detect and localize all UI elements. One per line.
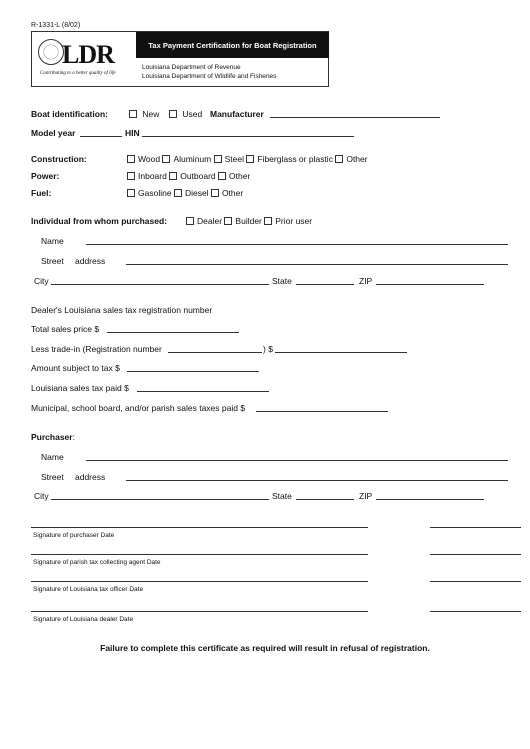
steel-label: Steel — [224, 154, 244, 164]
dealer-date-line[interactable] — [430, 611, 521, 612]
outboard-label: Outboard — [180, 171, 216, 181]
seller-name-label: Name — [41, 236, 64, 246]
model-year-field[interactable] — [80, 136, 122, 137]
dealer-registration-label: Dealer's Louisiana sales tax registration number — [31, 305, 213, 315]
form-number: R-1331-L (8/02) — [31, 22, 81, 29]
tax-paid-field[interactable] — [137, 391, 269, 392]
purchaser-name-field[interactable] — [86, 460, 508, 461]
hin-label: HIN — [125, 128, 140, 138]
fuel-other-label: Other — [221, 188, 244, 198]
construction-label: Construction: — [31, 154, 87, 164]
dealer-signature-caption: Signature of Louisiana dealer Date — [33, 616, 134, 623]
steel-checkbox[interactable] — [214, 155, 222, 163]
used-checkbox[interactable] — [169, 110, 177, 118]
purchaser-signature-caption: Signature of purchaser Date — [33, 532, 115, 539]
header — [31, 31, 329, 87]
gasoline-checkbox[interactable] — [127, 189, 135, 197]
purchaser-city-label: City — [34, 491, 49, 501]
wood-label: Wood — [138, 154, 161, 164]
state-seal-icon — [38, 39, 64, 65]
logo-text: LDR — [62, 40, 114, 69]
aluminum-label: Aluminum — [173, 154, 212, 164]
agent-date-line[interactable] — [430, 554, 521, 555]
diesel-checkbox[interactable] — [174, 189, 182, 197]
seller-address-field[interactable] — [126, 264, 508, 265]
inboard-label: Inboard — [138, 171, 167, 181]
agent-signature-line[interactable] — [31, 554, 368, 555]
fuel-other-checkbox[interactable] — [211, 189, 219, 197]
purchaser-state-field[interactable] — [296, 499, 354, 500]
builder-checkbox[interactable] — [224, 217, 232, 225]
power-options — [127, 171, 250, 181]
purchaser-date-line[interactable] — [430, 527, 521, 528]
seller-state-field[interactable] — [296, 284, 354, 285]
officer-date-line[interactable] — [430, 581, 521, 582]
trade-in-dollar: ) $ — [263, 344, 273, 354]
prior-user-label: Prior user — [275, 216, 313, 226]
seller-label: Individual from whom purchased: — [31, 216, 168, 226]
new-checkbox[interactable] — [129, 110, 137, 118]
seller-zip-label: ZIP — [359, 276, 373, 286]
seller-city-field[interactable] — [51, 284, 269, 285]
prior-user-checkbox[interactable] — [264, 217, 272, 225]
model-year-label: Model year — [31, 128, 76, 138]
power-label: Power: — [31, 171, 60, 181]
seller-zip-field[interactable] — [376, 284, 484, 285]
trade-in-label: Less trade-in (Registration number — [31, 344, 162, 354]
seller-address-label: address — [75, 256, 106, 266]
total-price-field[interactable] — [107, 332, 239, 333]
municipal-tax-label: Municipal, school board, and/or parish sales taxes paid $ — [31, 403, 246, 413]
fuel-label: Fuel: — [31, 188, 52, 198]
seller-options — [186, 216, 312, 226]
construction-other-label: Other — [346, 154, 368, 164]
gasoline-label: Gasoline — [138, 188, 172, 198]
dealer-label: Dealer — [197, 216, 223, 226]
construction-options — [127, 154, 368, 164]
form-title: Tax Payment Certification for Boat Registration — [136, 32, 329, 58]
officer-signature-caption: Signature of Louisiana tax officer Date — [33, 586, 144, 593]
purchaser-zip-label: ZIP — [359, 491, 373, 501]
power-other-checkbox[interactable] — [218, 172, 226, 180]
new-label: New — [142, 109, 160, 119]
purchaser-heading: Purchaser: — [31, 432, 75, 442]
agent-signature-caption: Signature of parish tax collecting agent Date — [33, 559, 161, 566]
new-option[interactable] — [129, 109, 159, 119]
purchaser-address-label: address — [75, 472, 106, 482]
tax-paid-label: Louisiana sales tax paid $ — [31, 383, 129, 393]
dealer-checkbox[interactable] — [186, 217, 194, 225]
outboard-checkbox[interactable] — [169, 172, 177, 180]
fiberglass-checkbox[interactable] — [246, 155, 254, 163]
purchaser-state-label: State — [272, 491, 292, 501]
tagline: Contributing to a better quality of life — [40, 71, 116, 76]
municipal-tax-field[interactable] — [256, 411, 388, 412]
footer-warning: Failure to complete this certificate as required will result in refusal of registration. — [100, 643, 430, 653]
amount-subject-label: Amount subject to tax $ — [31, 363, 120, 373]
purchaser-zip-field[interactable] — [376, 499, 484, 500]
aluminum-checkbox[interactable] — [162, 155, 170, 163]
dept-wildlife: Louisiana Department of Wildlife and Fisheries — [142, 73, 277, 80]
logo — [32, 32, 136, 86]
purchaser-city-field[interactable] — [51, 499, 269, 500]
power-other-label: Other — [229, 171, 251, 181]
boat-identification-label: Boat identification: — [31, 109, 108, 119]
dealer-signature-line[interactable] — [31, 611, 368, 612]
construction-other-checkbox[interactable] — [335, 155, 343, 163]
trade-in-registration-field[interactable] — [168, 352, 262, 353]
fiberglass-label: Fiberglass or plastic — [257, 154, 333, 164]
purchaser-name-label: Name — [41, 452, 64, 462]
trade-in-amount-field[interactable] — [275, 352, 407, 353]
used-option[interactable] — [169, 109, 202, 119]
total-price-label: Total sales price $ — [31, 324, 100, 334]
officer-signature-line[interactable] — [31, 581, 368, 582]
purchaser-street-label: Street — [41, 472, 64, 482]
builder-label: Builder — [235, 216, 262, 226]
amount-subject-field[interactable] — [127, 371, 259, 372]
used-label: Used — [182, 109, 203, 119]
manufacturer-field[interactable] — [270, 117, 440, 118]
wood-checkbox[interactable] — [127, 155, 135, 163]
seller-street-label: Street — [41, 256, 64, 266]
purchaser-signature-line[interactable] — [31, 527, 368, 528]
hin-field[interactable] — [142, 136, 354, 137]
fuel-options — [127, 188, 243, 198]
manufacturer-label: Manufacturer — [210, 109, 264, 119]
diesel-label: Diesel — [184, 188, 209, 198]
dept-revenue: Louisiana Department of Revenue — [142, 64, 241, 71]
seller-city-label: City — [34, 276, 49, 286]
purchaser-address-field[interactable] — [126, 480, 508, 481]
seller-state-label: State — [272, 276, 292, 286]
seller-name-field[interactable] — [86, 244, 508, 245]
inboard-checkbox[interactable] — [127, 172, 135, 180]
